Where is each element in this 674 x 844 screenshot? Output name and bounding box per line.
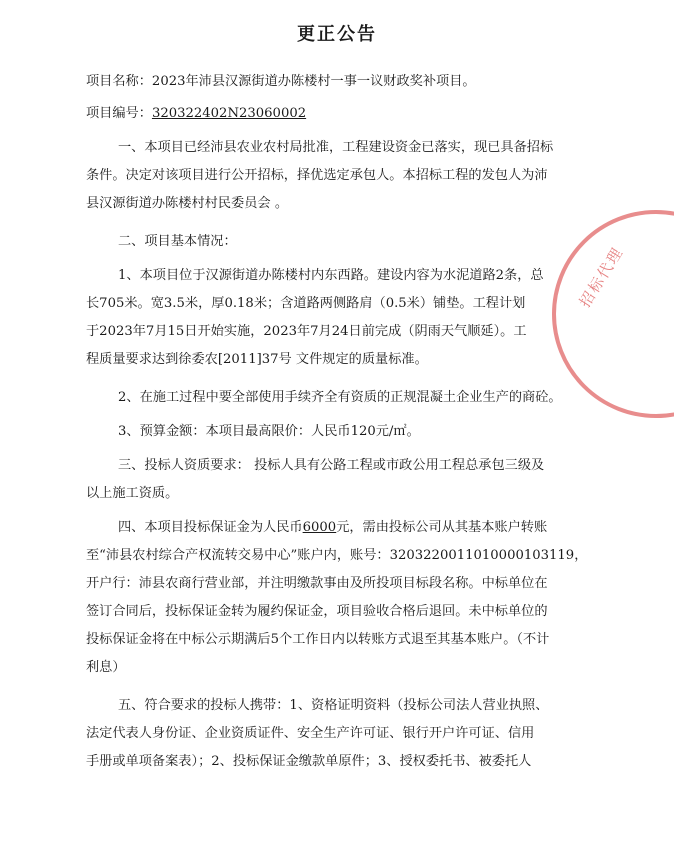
section-4-line: 利息） — [86, 660, 126, 675]
section-1-line: 县汉源街道办陈楼村村民委员会 。 — [86, 196, 289, 211]
section-1-line: 一、本项目已经沛县农业农村局批准，工程建设资金已落实，现已具备招标 — [118, 140, 554, 155]
section-3-line: 以上施工资质。 — [86, 486, 179, 501]
section-2-item-1-line: 程质量要求达到徐委农[2011]37号 文件规定的质量标准。 — [86, 352, 428, 367]
section-2-item-1-line: 长705米。宽3.5米，厚0.18米；含道路两侧路肩（0.5米）铺垫。工程计划 — [86, 296, 526, 311]
project-number-value: 320322402N23060002 — [151, 106, 307, 121]
section-4-line-1 — [118, 518, 568, 538]
section-2-item-1-line: 于2023年7月15日开始实施，2023年7月24日前完成（阴雨天气顺延）。工 — [86, 324, 527, 339]
section-2-item-1-line: 1、本项目位于汉源街道办陈楼村内东西路。建设内容为水泥道路2条，总 — [118, 268, 544, 283]
deposit-text-b: 元，需由投标公司从其基本账户转账 — [336, 520, 548, 535]
project-name: 项目名称：2023年沛县汉源街道办陈楼村一事一议财政奖补项目。 — [86, 74, 476, 89]
section-4-line: 投标保证金将在中标公示期满后5个工作日内以转账方式退至其基本账户。（不计 — [86, 632, 550, 647]
section-5-line: 五、符合要求的投标人携带：1、资格证明资料（投标公司法人营业执照、 — [118, 698, 549, 713]
deposit-text-a: 四、本项目投标保证金为人民币 — [118, 520, 303, 535]
section-2-item-2: 2、在施工过程中要全部使用手续齐全有资质的正规混凝土企业生产的商砼。 — [118, 390, 562, 405]
section-2-item-3: 3、预算金额：本项目最高限价：人民币120元/㎡。 — [118, 424, 420, 439]
deposit-amount: 6000 — [302, 520, 337, 535]
project-number-label: 项目编号： — [86, 106, 152, 121]
page-title: 更正公告 — [297, 24, 377, 45]
section-5-line: 手册或单项备案表）；2、投标保证金缴款单原件；3、授权委托书、被委托人 — [86, 754, 532, 769]
section-4-line: 签订合同后，投标保证金转为履约保证金，项目验收合格后退回。未中标单位的 — [86, 604, 548, 619]
section-3-line: 三、投标人资质要求： 投标人具有公路工程或市政公用工程总承包三级及 — [118, 458, 545, 473]
red-seal-stamp — [552, 210, 674, 418]
section-4-line: 开户行：沛县农商行营业部，并注明缴款事由及所投项目标段名称。中标单位在 — [86, 576, 548, 591]
section-2-heading: 二、项目基本情况： — [118, 234, 237, 249]
section-1-line: 条件。决定对该项目进行公开招标，择优选定承包人。本招标工程的发包人为沛 — [86, 168, 548, 183]
section-5-line: 法定代表人身份证、企业资质证件、安全生产许可证、银行开户许可证、信用 — [86, 726, 535, 741]
seal-text: 招标代理 — [575, 243, 628, 311]
project-number — [86, 104, 566, 124]
section-4-line: 至“沛县农村综合产权流转交易中心”账户内，账号：3203220011010000103119， — [86, 548, 588, 563]
